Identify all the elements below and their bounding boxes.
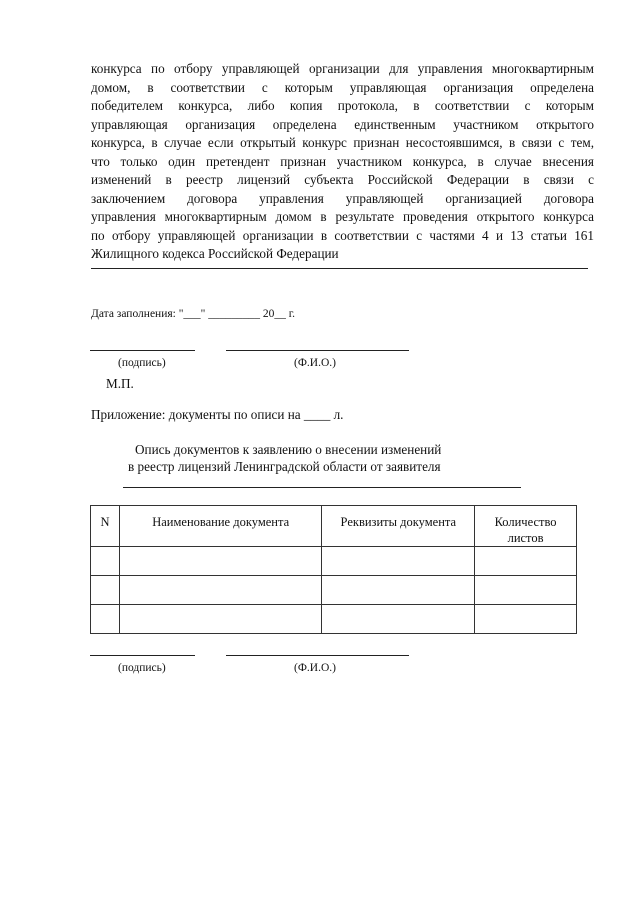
- header-sheet-count: [475, 506, 577, 547]
- table-cell[interactable]: [119, 576, 322, 605]
- signature-line: [90, 350, 195, 351]
- documents-table: [90, 505, 577, 634]
- table-cell[interactable]: [91, 576, 120, 605]
- table-cell[interactable]: [119, 547, 322, 576]
- fill-date: Дата заполнения: "___" _________ 20__ г.: [91, 308, 296, 320]
- header-sheet-count-line1: Количество: [494, 515, 557, 529]
- paragraph-line: заключением договора управления управляющей организацией договора: [91, 190, 594, 206]
- attachment-note: Приложение: документы по описи на ____ л.: [91, 407, 344, 422]
- inventory-title-line1: Опись документов к заявлению о внесении изменений: [135, 442, 442, 457]
- body-paragraph: [91, 60, 594, 264]
- header-number: N: [91, 506, 120, 547]
- stamp-mark: М.П.: [106, 376, 134, 391]
- table-row: [91, 576, 577, 605]
- name-label: (Ф.И.О.): [294, 357, 336, 369]
- header-document-details: Реквизиты документа: [322, 506, 475, 547]
- table-cell[interactable]: [475, 605, 577, 634]
- table-cell[interactable]: [119, 605, 322, 634]
- table-cell[interactable]: [91, 547, 120, 576]
- paragraph-line: управляющая организация определена единственным участником открытого: [91, 116, 594, 132]
- paragraph-line: управления многоквартирным домом в результате проведения открытого конкурса: [91, 209, 594, 224]
- paragraph-line: победителем конкурса, либо копия протокола, в соответствии с которым: [91, 98, 594, 113]
- table-header-row: [91, 506, 577, 547]
- signature-label: (подпись): [118, 357, 166, 369]
- bottom-name-label: (Ф.И.О.): [294, 662, 336, 674]
- table-cell[interactable]: [322, 547, 475, 576]
- paragraph-line: Жилищного кодекса Российской Федерации: [91, 246, 339, 261]
- name-line: [226, 350, 409, 351]
- table-cell[interactable]: [475, 547, 577, 576]
- header-sheet-count-line2: листов: [507, 531, 544, 545]
- inventory-title-underline: [123, 487, 521, 488]
- paragraph-line: что только один претендент признан участником конкурса, в случае внесения: [91, 153, 594, 169]
- paragraph-line: конкурса, в случае если открытый конкурс признан несостоявшимся, в связи с тем,: [91, 135, 594, 150]
- table-row: [91, 605, 577, 634]
- bottom-name-line: [226, 655, 409, 656]
- bottom-signature-line: [90, 655, 195, 656]
- applicant-name-line: [91, 268, 588, 269]
- paragraph-line: домом, в соответствии с которым управляющая организация определена: [91, 79, 594, 95]
- inventory-title-line2: в реестр лицензий Ленинградской области от заявителя: [128, 459, 441, 474]
- table-cell[interactable]: [91, 605, 120, 634]
- paragraph-line: по отбору управляющей организации в соответствии с частями 4 и 13 статьи 161: [91, 227, 594, 243]
- paragraph-line: конкурса по отбору управляющей организации для управления многоквартирным: [91, 61, 594, 76]
- table-cell[interactable]: [322, 605, 475, 634]
- paragraph-line: изменений в реестр лицензий субъекта Российской Федерации в связи с: [91, 172, 594, 187]
- table-cell[interactable]: [475, 576, 577, 605]
- table-row: [91, 547, 577, 576]
- header-document-name: Наименование документа: [119, 506, 322, 547]
- bottom-signature-label: (подпись): [118, 662, 166, 674]
- table-cell[interactable]: [322, 576, 475, 605]
